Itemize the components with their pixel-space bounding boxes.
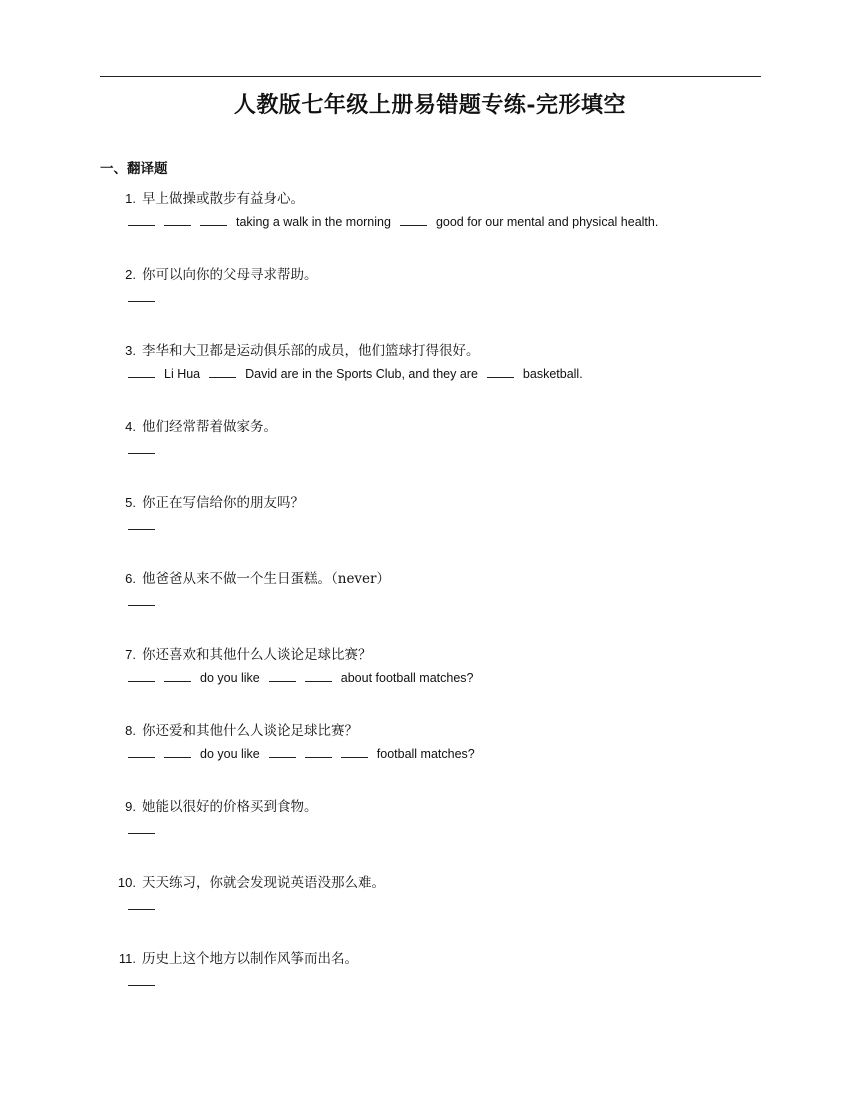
answer-blank[interactable] — [164, 748, 191, 758]
question-number: 2. — [125, 267, 136, 282]
question-3 — [112, 339, 812, 359]
section-heading: 一、翻译题 — [100, 161, 168, 177]
question-number: 5. — [125, 495, 136, 510]
question-text: 早上做操或散步有益身心。 — [142, 191, 304, 207]
question-text: 他爸爸从来不做一个生日蛋糕。（never） — [142, 571, 391, 587]
answer-blank[interactable] — [209, 368, 236, 378]
answer-blank[interactable] — [487, 368, 514, 378]
answer-text: taking a walk in the morning — [236, 215, 391, 229]
answer-line-9 — [128, 823, 164, 837]
question-number: 7. — [125, 647, 136, 662]
question-number: 6. — [125, 571, 136, 586]
question-number: 9. — [125, 799, 136, 814]
question-7 — [112, 643, 812, 663]
answer-text: do you like — [200, 747, 260, 761]
answer-blank[interactable] — [128, 748, 155, 758]
answer-text: basketball. — [522, 367, 583, 381]
answer-blank[interactable] — [164, 216, 191, 226]
question-11 — [112, 947, 812, 967]
question-4 — [112, 415, 812, 435]
answer-blank[interactable] — [128, 900, 155, 910]
answer-line-4 — [128, 443, 164, 457]
answer-line-6 — [128, 595, 164, 609]
question-10 — [112, 871, 812, 891]
answer-line-2 — [128, 291, 164, 305]
question-number: 3. — [125, 343, 136, 358]
answer-line-3 — [128, 367, 592, 381]
answer-blank[interactable] — [128, 292, 155, 302]
question-text: 你正在写信给你的朋友吗？ — [142, 495, 304, 511]
question-6 — [112, 567, 812, 587]
question-9 — [112, 795, 812, 815]
answer-blank[interactable] — [269, 748, 296, 758]
question-text: 天天练习，你就会发现说英语没那么难。 — [142, 875, 385, 891]
question-1 — [112, 187, 812, 207]
answer-blank[interactable] — [164, 672, 191, 682]
answer-text: David are in the Sports Club, and they are — [245, 367, 478, 381]
answer-text: Li Hua — [164, 367, 201, 381]
question-text: 历史上这个地方以制作风筝而出名。 — [142, 951, 358, 967]
question-2 — [112, 263, 812, 283]
answer-text: about football matches? — [340, 671, 474, 685]
answer-blank[interactable] — [128, 444, 155, 454]
answer-blank[interactable] — [128, 368, 155, 378]
answer-blank[interactable] — [269, 672, 296, 682]
answer-line-8 — [128, 747, 484, 761]
answer-blank[interactable] — [128, 216, 155, 226]
answer-line-11 — [128, 975, 164, 989]
question-text: 你还爱和其他什么人谈论足球比赛？ — [142, 723, 358, 739]
question-text: 她能以很好的价格买到食物。 — [142, 799, 318, 815]
question-text: 李华和大卫都是运动俱乐部的成员，他们篮球打得很好。 — [142, 343, 480, 359]
question-number: 1. — [125, 191, 136, 206]
question-number: 10. — [117, 875, 136, 890]
question-number: 4. — [125, 419, 136, 434]
answer-blank[interactable] — [305, 672, 332, 682]
answer-line-1 — [128, 215, 667, 229]
answer-blank[interactable] — [305, 748, 332, 758]
answer-line-5 — [128, 519, 164, 533]
answer-blank[interactable] — [128, 976, 155, 986]
answer-blank[interactable] — [128, 596, 155, 606]
page-title: 人教版七年级上册易错题专练-完形填空 — [233, 92, 627, 118]
question-text: 他们经常帮着做家务。 — [142, 419, 277, 435]
answer-blank[interactable] — [400, 216, 427, 226]
question-text: 你可以向你的父母寻求帮助。 — [142, 267, 318, 283]
answer-line-7 — [128, 671, 483, 685]
answer-blank[interactable] — [200, 216, 227, 226]
answer-blank[interactable] — [341, 748, 368, 758]
question-number: 11. — [118, 951, 136, 966]
answer-blank[interactable] — [128, 824, 155, 834]
question-text: 你还喜欢和其他什么人谈论足球比赛？ — [142, 647, 372, 663]
question-8 — [112, 719, 812, 739]
question-5 — [112, 491, 812, 511]
answer-blank[interactable] — [128, 672, 155, 682]
answer-text: do you like — [200, 671, 260, 685]
answer-text: football matches? — [376, 747, 475, 761]
question-number: 8. — [125, 723, 136, 738]
answer-line-10 — [128, 899, 164, 913]
answer-text: good for our mental and physical health. — [435, 215, 659, 229]
header-rule — [100, 76, 761, 77]
answer-blank[interactable] — [128, 520, 155, 530]
